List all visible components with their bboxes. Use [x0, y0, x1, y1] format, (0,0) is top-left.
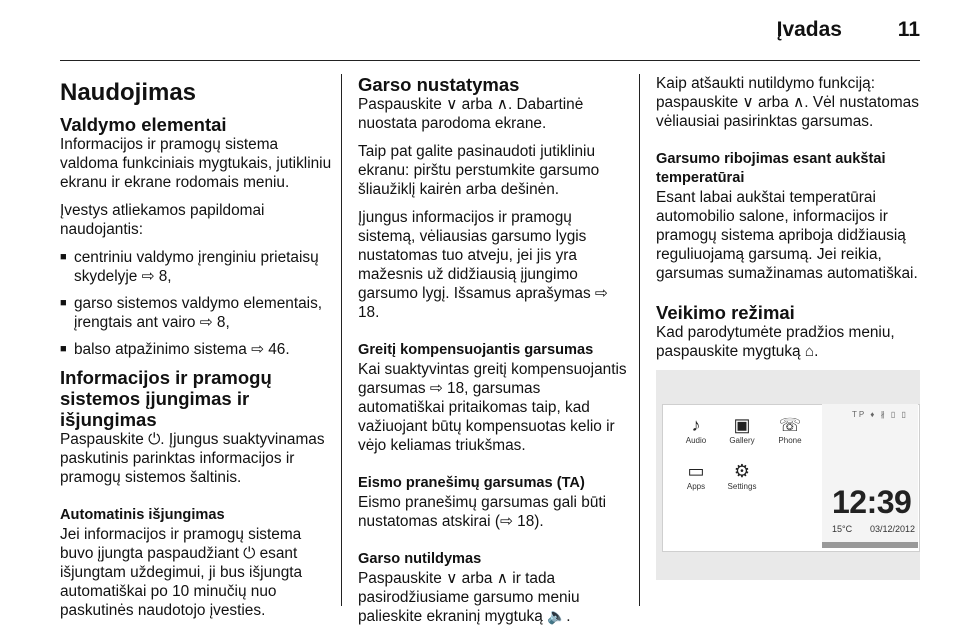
- list-item: ■ centriniu valdymo įrenginiu prietaisų skydelyje ⇨ 8,: [60, 249, 319, 285]
- settings-icon: ⚙: [733, 461, 751, 481]
- column-divider: [639, 74, 640, 606]
- bullet-list: [60, 248, 332, 359]
- home-screen-illustration: [656, 370, 920, 580]
- paragraph: Paspauskite ∨ arba ∧ ir tada pasirodžiusiame garsumo meniu palieskite ekraninį mygtuką 🔈.: [358, 570, 580, 625]
- subsection-heading: Garso nutildymas: [358, 551, 482, 567]
- apps-icon: ▭: [687, 461, 705, 481]
- section-heading: Valdymo elementai: [60, 114, 227, 135]
- paragraph: Kaip atšaukti nutildymo funkciją: paspauskite ∨ arba ∧. Vėl nustatomas vėliausiai pasirinktas garsumas.: [656, 75, 919, 130]
- app-label: Gallery: [729, 436, 755, 445]
- section-heading: Garso nustatymas: [358, 74, 520, 95]
- list-item: ■ garso sistemos valdymo elementais, įrengtais ant vairo ⇨ 8,: [60, 295, 323, 331]
- app-settings: [722, 460, 762, 491]
- section-heading: Veikimo režimai: [656, 302, 795, 323]
- bullet-icon: ■: [60, 251, 67, 263]
- paragraph: Taip pat galite pasinaudoti jutikliniu ekranu: pirštu perstumkite garsumo šliaužiklį kairėn arba dešinėn.: [358, 143, 600, 198]
- paragraph: Kai suaktyvintas greitį kompensuojantis garsumas ⇨ 18, garsumas automatiškai pritaikomas taip, kad važiuojant būtų kompensuotas kelio ir vėjo keliamas triukšmas.: [358, 361, 627, 454]
- column-divider: [341, 74, 342, 606]
- app-gallery: [722, 414, 762, 445]
- status-icons: TP ♦ ∦ ▯ ▯: [852, 410, 908, 419]
- paragraph: Kad parodytumėte pradžios meniu, paspauskite mygtuką ⌂.: [656, 324, 895, 360]
- bullet-icon: ■: [60, 343, 67, 355]
- paragraph: Eismo pranešimų garsumas gali būti nustatomas atskirai (⇨ 18).: [358, 494, 607, 530]
- column-1: [60, 74, 332, 629]
- screen-bottom-bar: [822, 542, 918, 548]
- app-label: Settings: [727, 482, 757, 491]
- app-phone: [770, 414, 810, 445]
- paragraph: Paspauskite ∨ arba ∧. Dabartinė nuostata parodoma ekrane.: [358, 96, 584, 132]
- temperature: 15°C: [832, 524, 853, 534]
- gallery-icon: ▣: [733, 415, 751, 435]
- column-2: [358, 74, 630, 635]
- column-3: [656, 74, 928, 370]
- app-apps: [676, 460, 716, 491]
- subsection-heading: Eismo pranešimų garsumas (TA): [358, 475, 585, 491]
- header-divider: [60, 60, 920, 61]
- app-label: Apps: [686, 482, 706, 491]
- phone-icon: ☏: [778, 415, 802, 435]
- subsection-heading: Greitį kompensuojantis garsumas: [358, 342, 594, 358]
- subsection-heading: Automatinis išjungimas: [60, 507, 225, 523]
- paragraph: Paspauskite ⏻. Įjungus suaktyvinamas paskutinis parinktas informacijos ir pramogų sistemos šaltinis.: [60, 431, 325, 486]
- section-title: Įvadas: [776, 18, 842, 41]
- app-label: Phone: [778, 436, 802, 445]
- list-item: ■ balso atpažinimo sistema ⇨ 46.: [60, 341, 290, 358]
- page-number: 11: [897, 18, 920, 41]
- clock-panel: [822, 404, 918, 544]
- paragraph: Įvestys atliekamos papildomai naudojantis:: [60, 202, 265, 238]
- app-label: Audio: [685, 436, 707, 445]
- date: 03/12/2012: [870, 524, 916, 534]
- paragraph: Informacijos ir pramogų sistema valdoma funkciniais mygtukais, jutikliniu ekranu ir ekrane rodomais meniu.: [60, 136, 332, 191]
- app-audio: [676, 414, 716, 445]
- paragraph: Įjungus informacijos ir pramogų sistemą, vėliausias garsumo lygis nustatomas tuo atveju, jei jis yra mažesnis už didžiausią įjungimo garsumo lygį. Išsamus aprašymas ⇨ 18.: [358, 209, 608, 321]
- chapter-heading: Naudojimas: [60, 79, 197, 106]
- subsection-heading: Garsumo ribojimas esant aukštai temperatūrai: [656, 151, 886, 186]
- clock-time: 12:39: [832, 484, 912, 520]
- section-heading: Informacijos ir pramogų sistemos įjungimas ir išjungimas: [60, 367, 272, 430]
- music-note-icon: ♪: [691, 415, 701, 435]
- paragraph: Jei informacijos ir pramogų sistema buvo įjungta paspaudžiant ⏻ esant išjungtam uždegimui, ji bus išjungta automatiškai po 10 minučių nuo paskutinės naudotojo įvesties.: [60, 526, 303, 619]
- bullet-icon: ■: [60, 297, 67, 309]
- paragraph: Esant labai aukštai temperatūrai automobilio salone, informacijos ir pramogų sistema apriboja didžiausią reguliuojamą garsumą. Jei reikia, garsumas sumažinamas automatiškai.: [656, 189, 918, 282]
- page-header: [0, 0, 960, 60]
